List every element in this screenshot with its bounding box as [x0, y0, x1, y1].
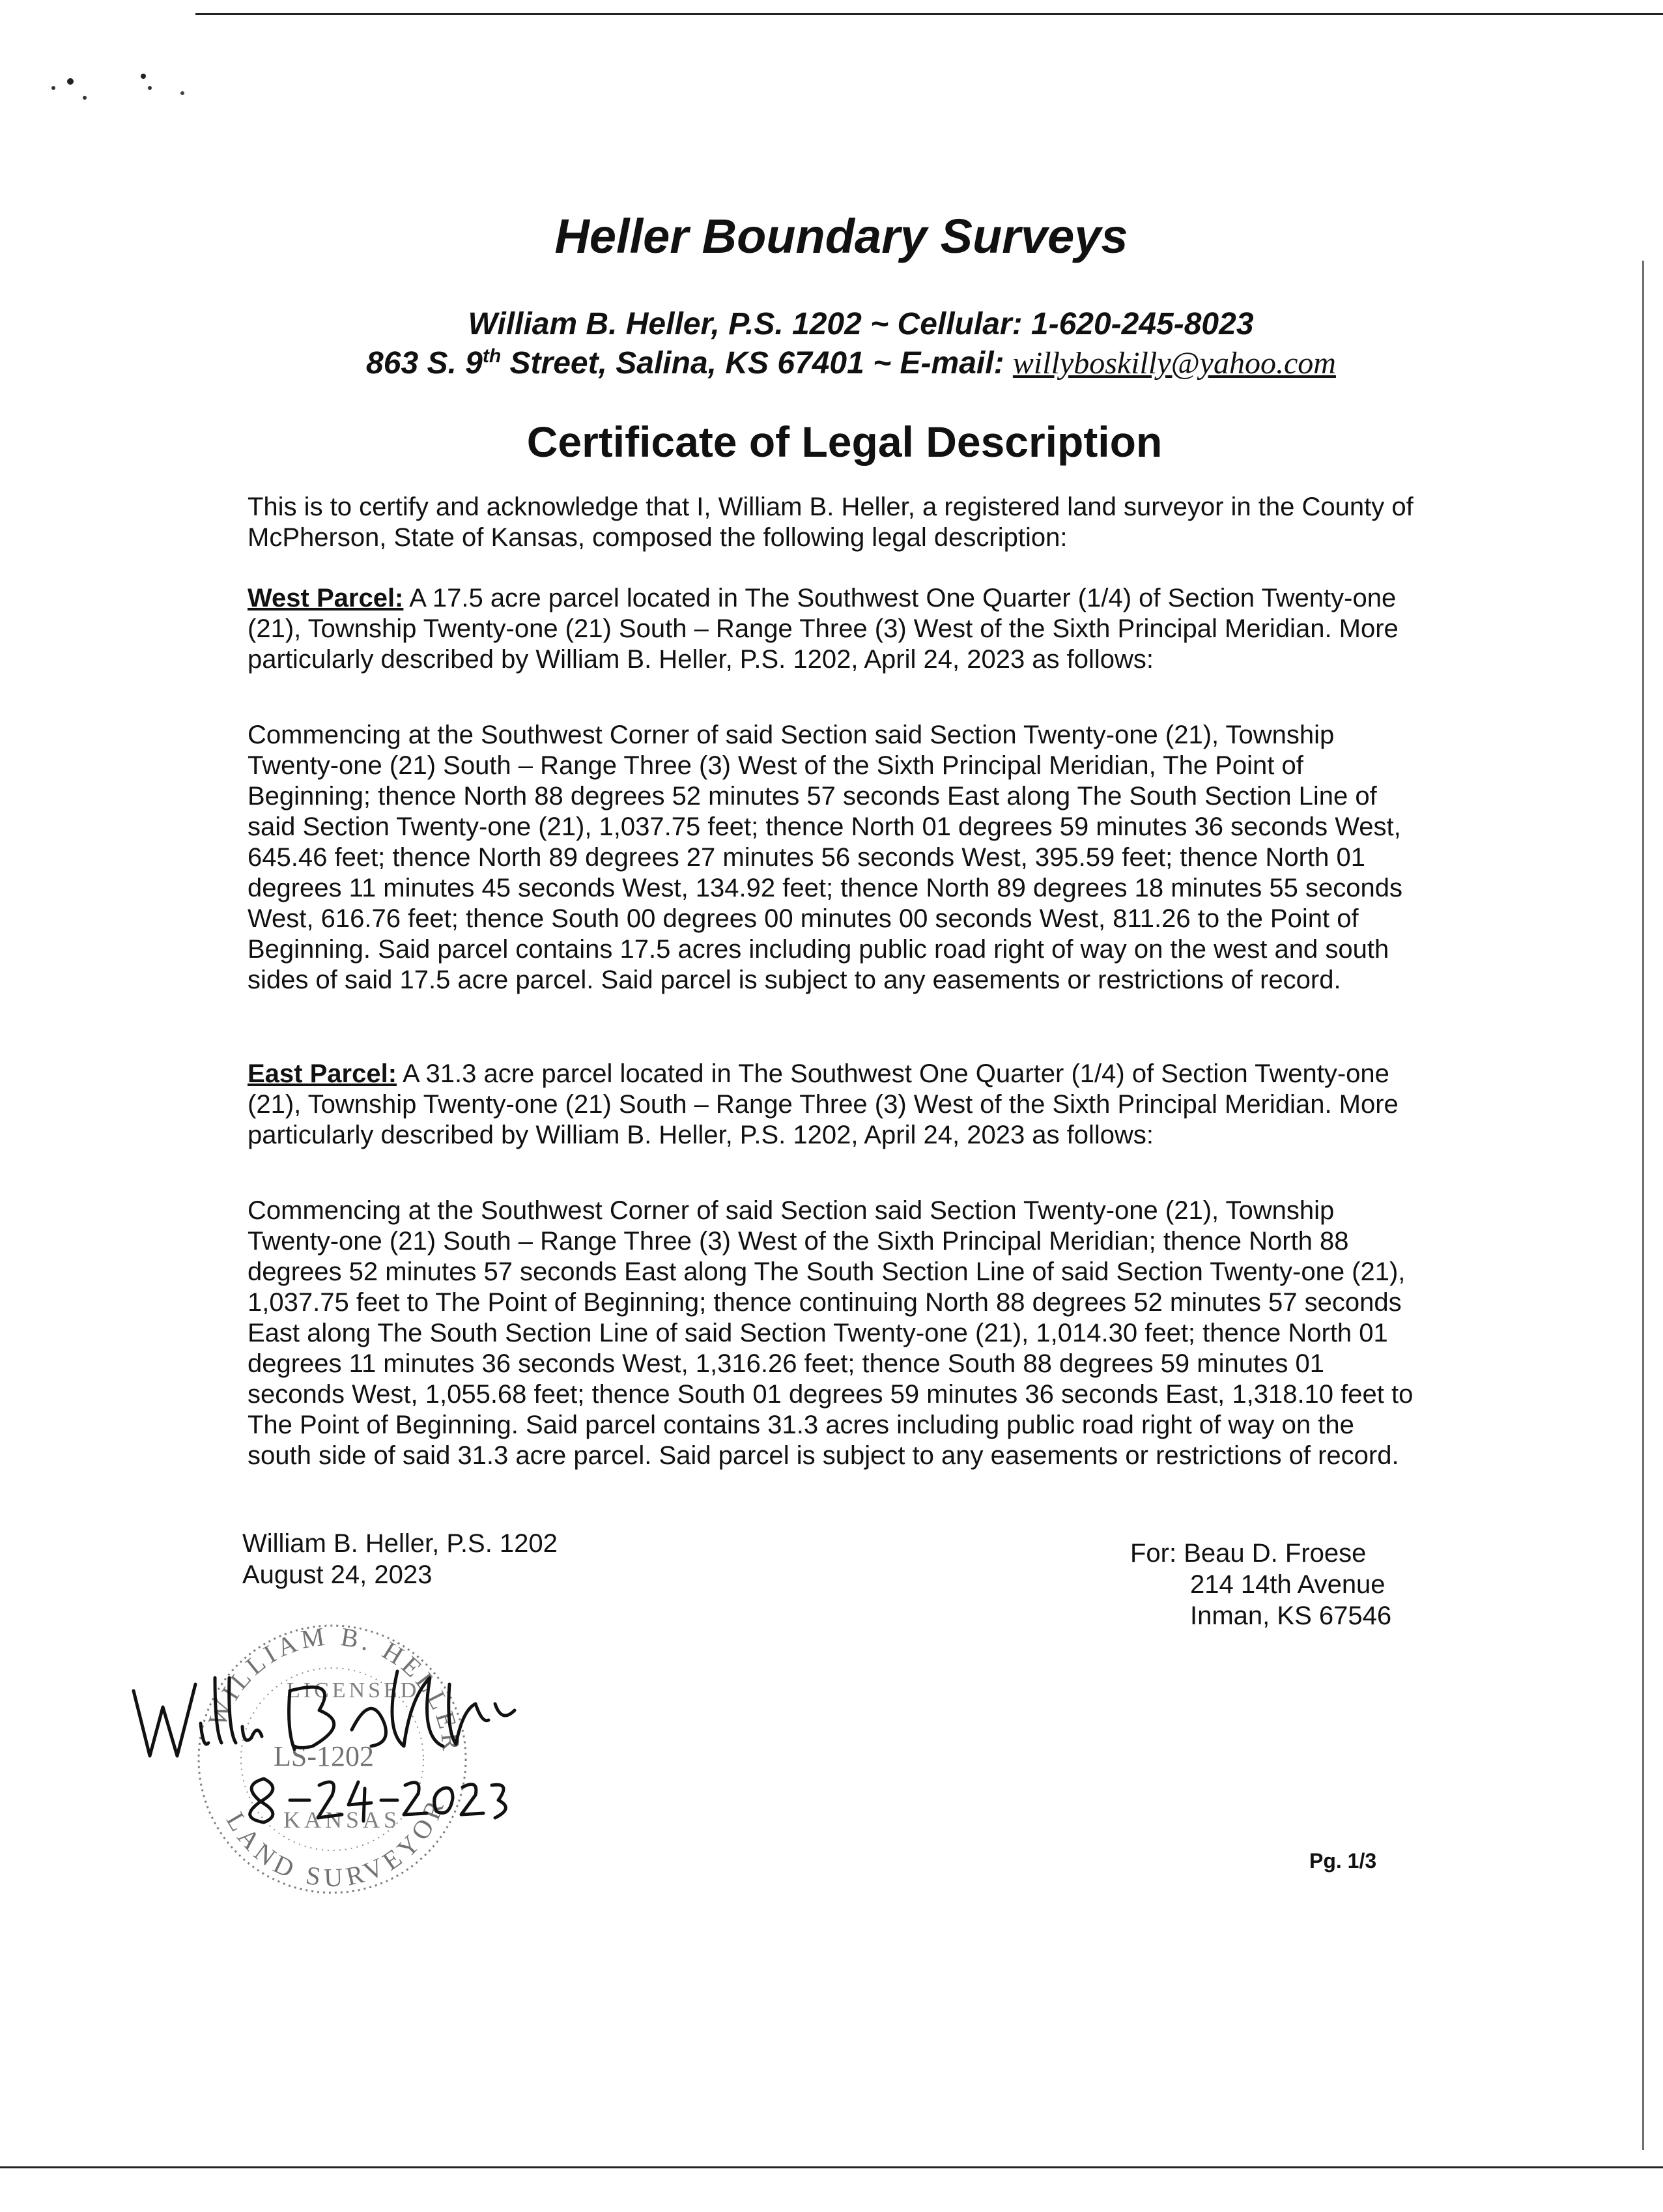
intro-paragraph: This is to certify and acknowledge that I, William B. Heller, a registered land surveyor in the County of McPherson, State of Kansas, composed the following legal description: — [248, 493, 1414, 552]
address-line — [0, 345, 1663, 381]
east-parcel-label: East Parcel: — [248, 1059, 397, 1088]
svg-text:LICENSED: LICENSED — [287, 1678, 420, 1702]
east-parcel-summary — [248, 1059, 1420, 1151]
west-parcel-summary — [248, 583, 1420, 675]
company-name: Heller Boundary Surveys — [554, 209, 1128, 263]
svg-text:LAND SURVEYOR: LAND SURVEYOR — [220, 1792, 451, 1893]
surveyor-contact-line: William B. Heller, P.S. 1202 ~ Cellular: 1-620-245-8023 — [468, 307, 1254, 341]
scan-edge-bottom — [0, 2166, 1663, 2168]
client-block — [1130, 1538, 1391, 1631]
client-street: 214 14th Avenue — [1190, 1570, 1386, 1599]
west-parcel-description: Commencing at the Southwest Corner of said Section said Section Twenty-one (21), Township Twenty-one (21) South – Range Three (3) West of the Sixth Principal Meridian, The Point of Beginning; thence North 88 degrees 52 minutes 57 seconds East along The South Section Line of said Section Twenty-one (21), 1,037.75 feet; thence North 01 degrees 59 minutes 36 seconds West, 645.46 feet; thence North 89 degrees 27 minutes 56 seconds West, 395.59 feet; thence North 01 degrees 11 minutes 45 seconds West, 134.92 feet; thence North 89 degrees 18 minutes 55 seconds West, 616.76 feet; thence South 00 degrees 00 minutes 00 seconds West, 811.26 to the Point of Beginning. Said parcel contains 17.5 acres including public road right of way on the west and south sides of said 17.5 acre parcel. Said parcel is subject to any easements or restrictions of record. — [248, 721, 1402, 994]
surveyor-seal-and-signature — [124, 1593, 541, 1899]
address-ordinal-suffix: th — [482, 345, 502, 367]
svg-text:KANSAS: KANSAS — [283, 1807, 401, 1833]
svg-text:LS-1202: LS-1202 — [274, 1740, 374, 1772]
svg-text:WILLIAM B. HELLER: WILLIAM B. HELLER — [202, 1621, 467, 1756]
seal-stamp — [199, 1621, 467, 1893]
east-parcel-description: Commencing at the Southwest Corner of said Section said Section Twenty-one (21), Township Twenty-one (21) South – Range Three (3) West of the Sixth Principal Meridian; thence North 88 degrees 52 minutes 57 seconds East along The South Section Line of said Section Twenty-one (21), 1,037.75 feet to The Point of Beginning; thence continuing North 88 degrees 52 minutes 57 seconds East along The South Section Line of said Section Twenty-one (21), 1,014.30 feet; thence North 01 degrees 11 minutes 36 seconds West, 1,316.26 feet; thence South 88 degrees 59 minutes 01 seconds West, 1,055.68 feet; thence South 01 degrees 59 minutes 36 seconds East, 1,318.10 feet to The Point of Beginning. Said parcel contains 31.3 acres including public road right of way on the south side of said 31.3 acre parcel. Said parcel is subject to any easements or restrictions of record. — [248, 1196, 1414, 1470]
east-parcel-summary-text: A 31.3 acre parcel located in The Southwest One Quarter (1/4) of Section Twenty-one (21), Township Twenty-one (21) South – Range Three (3) West of the Sixth Principal Meridian. More particularly described by William B. Heller, P.S. 1202, April 24, 2023 as follows: — [248, 1059, 1399, 1149]
client-prefix: For: — [1130, 1539, 1177, 1568]
west-parcel-summary-text: A 17.5 acre parcel located in The Southwest One Quarter (1/4) of Section Twenty-one (21), Township Twenty-one (21) South – Range Three (3) West of the Sixth Principal Meridian. More particularly described by William B. Heller, P.S. 1202, April 24, 2023 as follows: — [248, 584, 1399, 674]
address-street-prefix: 863 S. 9 — [366, 346, 483, 381]
west-parcel-label: West Parcel: — [248, 584, 404, 612]
surveyor-signature-block — [242, 1528, 558, 1590]
scan-specks — [46, 62, 215, 114]
page-number: Pg. 1/3 — [1309, 1849, 1377, 1873]
client-city: Inman, KS 67546 — [1190, 1602, 1392, 1630]
email-link[interactable]: willyboskilly@yahoo.com — [1012, 346, 1336, 381]
scan-edge-right — [1642, 261, 1644, 2150]
address-street-rest: Street, Salina, KS 67401 ~ E-mail: — [501, 346, 1013, 381]
surveyor-name: William B. Heller, P.S. 1202 — [242, 1529, 558, 1558]
document-title: Certificate of Legal Description — [526, 418, 1163, 466]
client-name: Beau D. Froese — [1184, 1539, 1367, 1568]
scan-edge-top — [195, 13, 1663, 15]
signature-date: August 24, 2023 — [242, 1560, 433, 1589]
